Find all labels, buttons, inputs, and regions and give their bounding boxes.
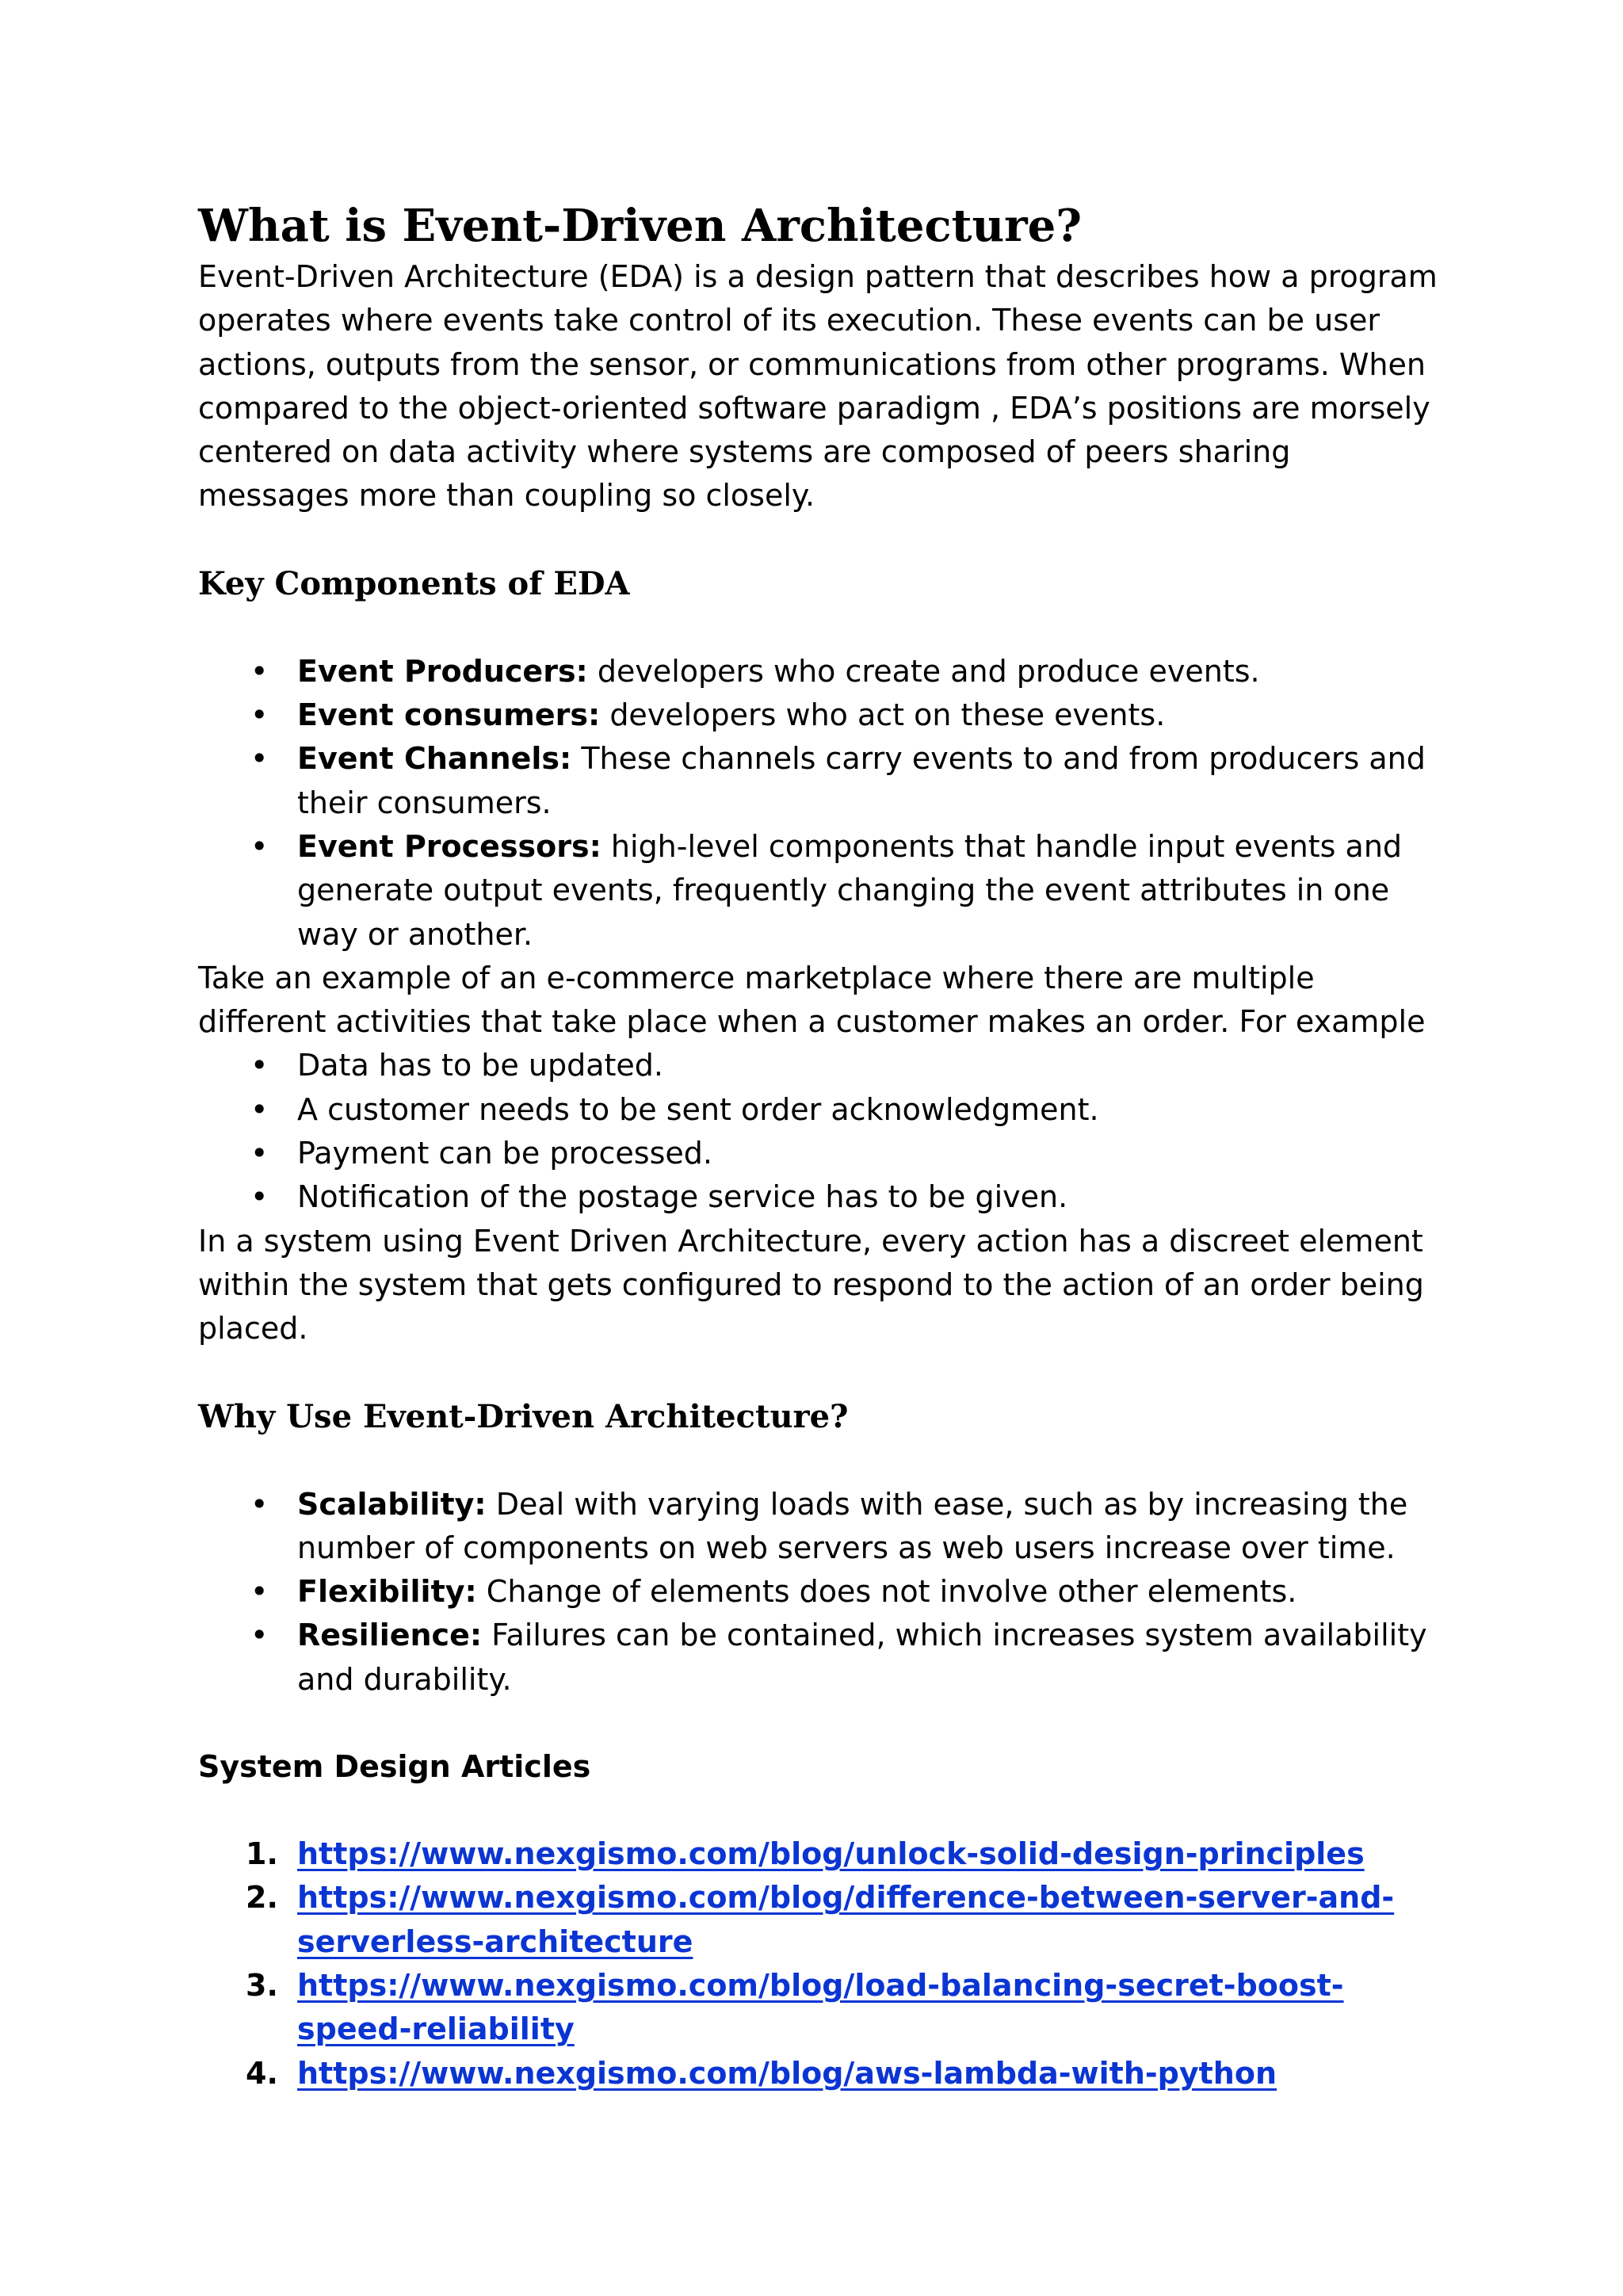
conclusion-paragraph: In a system using Event Driven Architecture, every action has a discreet element within the system that gets configured to respond to the action of an order being placed. (198, 1223, 1424, 1347)
list-item (198, 825, 1450, 957)
list-item (198, 1614, 1450, 1702)
list-number: 1. (246, 1836, 278, 1872)
list-item (198, 693, 1450, 737)
term: Event Channels: (297, 741, 572, 777)
list-item (198, 1832, 1450, 1876)
term: Scalability: (297, 1486, 487, 1522)
list-item: • A customer needs to be sent order acknowledgment. (198, 1088, 1450, 1132)
intro-paragraph: Event-Driven Architecture (EDA) is a design pattern that describes how a program operates where events take control of its execution. These events can be user actions, outputs from the sensor, or communications from other programs. When compared to the object-oriented software paradigm , EDA’s positions are morsely centered on data activity where systems are composed of peers sharing messages more than coupling so closely. (198, 259, 1438, 514)
term: Flexibility: (297, 1574, 477, 1610)
description: high-level components that handle input events and generate output events, frequently changing the event attributes in one way or another. (297, 828, 1403, 952)
list-number: 4. (246, 2055, 278, 2091)
article-link[interactable]: https://www.nexgismo.com/blog/load-balancing-secret-boost-speed-reliability (297, 1967, 1344, 2047)
list-item (198, 737, 1450, 825)
example-paragraph: Take an example of an e-commerce marketplace where there are multiple different activities that take place when a customer makes an order. For example (198, 960, 1426, 1040)
components-list (198, 650, 1450, 957)
list-item (198, 2052, 1450, 2095)
list-item (198, 1570, 1450, 1614)
description: These channels carry events to and from producers and their consumers. (297, 741, 1426, 820)
term: Resilience: (297, 1618, 483, 1653)
list-item (198, 1876, 1450, 1964)
article-link[interactable]: https://www.nexgismo.com/blog/unlock-solid-design-principles (297, 1836, 1365, 1872)
articles-list (198, 1832, 1450, 2095)
list-item (198, 650, 1450, 693)
term: Event Processors: (297, 828, 601, 864)
list-item: • Data has to be updated. (198, 1044, 1450, 1087)
components-heading: Key Components of EDA (198, 564, 630, 602)
article-link[interactable]: https://www.nexgismo.com/blog/difference-between-server-and-serverless-architecture (297, 1880, 1395, 1959)
term: Event consumers: (297, 697, 601, 733)
description: developers who act on these events. (600, 697, 1166, 733)
description: Failures can be contained, which increases system availability and durability. (297, 1618, 1427, 1697)
benefits-list (198, 1483, 1450, 1702)
why-heading: Why Use Event-Driven Architecture? (198, 1397, 849, 1435)
description: developers who create and produce events. (587, 653, 1260, 689)
article-link[interactable]: https://www.nexgismo.com/blog/aws-lambda-with-python (297, 2055, 1277, 2091)
list-item (198, 1964, 1450, 2052)
list-item (198, 1483, 1450, 1571)
term: Event Producers: (297, 653, 588, 689)
list-item: • Notification of the postage service has to be given. (198, 1175, 1450, 1219)
list-item: • Payment can be processed. (198, 1132, 1450, 1175)
document-body (198, 197, 1450, 2095)
description: Change of elements does not involve other elements. (476, 1574, 1297, 1610)
list-number: 3. (246, 1967, 278, 2003)
articles-heading: System Design Articles (198, 1749, 591, 1785)
page-title: What is Event-Driven Architecture? (198, 200, 1083, 252)
list-number: 2. (246, 1880, 278, 1916)
example-list (198, 1044, 1450, 1219)
description: Deal with varying loads with ease, such as by increasing the number of components on web servers as web users increase over time. (297, 1486, 1408, 1565)
